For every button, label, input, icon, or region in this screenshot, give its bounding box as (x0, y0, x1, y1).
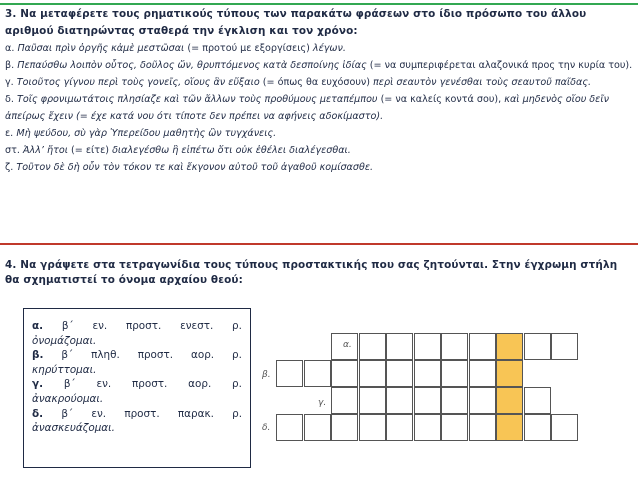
grid-row-label: α. (343, 340, 352, 350)
item-tail: καὶ μηδενὸς οἴου δεῖν ἀπείρως ἔχειν (= έχε κατά νου ότι τίποτε δεν πρέπει να αφήνεις αδοκίμαστο). (5, 94, 609, 122)
exercise-3-title: 3. Να μεταφέρετε τους ρηματικούς τύπους των παρακάτω φράσεων στο ίδιο πρόσωπο του άλλου αριθμού διατηρώντας σταθερά την έγκλιση και τον χρόνο: (5, 8, 587, 37)
item-translation: (= να καλείς κοντά σου), (380, 94, 502, 105)
item-tail: διαλεγέσθω ἢ εἰπέτω ὅτι οὐκ ἐθέλει διαλέγεσθαι. (112, 145, 351, 156)
grid-cell[interactable] (414, 414, 441, 441)
grid-cell[interactable] (386, 333, 413, 360)
highlight-cell[interactable] (496, 360, 523, 387)
grid-cell[interactable] (359, 387, 386, 414)
exercise-4-title: 4. Να γράψετε στα τετραγωνίδια τους τύπους προστακτικής που σας ζητούνται. Στην έγχρωμη στήλη θα σχηματιστεί το όνομα αρχαίου θεού: (5, 259, 618, 286)
exercise-3 (5, 6, 633, 241)
grid-cell[interactable] (414, 387, 441, 414)
item-translation: (= να συμπεριφέρεται αλαζονικά προς την κυρία του). (369, 60, 633, 71)
item-label: γ. (5, 77, 14, 88)
item-label: ε. (5, 128, 14, 139)
item-label: β. (5, 60, 15, 71)
clue-part: προστ. (137, 349, 174, 362)
clue-part: ρ. (232, 320, 242, 332)
clue-part: β΄ (61, 407, 74, 420)
clue-part: ρ. (232, 378, 242, 391)
item-label: δ. (5, 94, 14, 105)
grid-cell[interactable] (414, 360, 441, 387)
exercise-3-item (5, 142, 633, 159)
grid-cell[interactable] (441, 360, 468, 387)
clue-part: παρακ. (177, 407, 214, 420)
grid-row-label: β. (262, 370, 271, 380)
clue-part: προστ. (125, 320, 162, 332)
exercise-3-item (5, 125, 633, 142)
clue-label: δ. (32, 407, 44, 420)
clue-row (32, 377, 242, 392)
grid-cell[interactable] (359, 360, 386, 387)
grid-cell[interactable] (469, 360, 496, 387)
item-translation: (= είτε) (71, 145, 109, 156)
grid-cell[interactable] (551, 333, 578, 360)
exercise-3-items (5, 40, 633, 176)
grid-cell[interactable] (469, 333, 496, 360)
item-greek: Πεπαύσθω λοιπὸν οὗτος, δοῦλος ὤν, θρυπτόμενος κατὰ δεσποίνης ἰδίας (17, 60, 367, 71)
grid-cell[interactable] (331, 387, 358, 414)
clue-part: πληθ. (91, 349, 120, 362)
item-label: ζ. (5, 162, 14, 173)
grid-cell[interactable] (386, 414, 413, 441)
grid-cell[interactable] (276, 414, 303, 441)
item-greek: Τοῖς φρονιμωτάτοις πλησίαζε καὶ τῶν ἄλλων τοὺς προθύμους μεταπέμπου (16, 94, 378, 105)
clue-part: προστ. (131, 378, 168, 391)
item-greek: Παῦσαι πρὶν ὀργῆς κἀμὲ μεστῶσαι (17, 43, 185, 54)
item-tail: περὶ σεαυτὸν γενέσθαι τοὺς σεαυτοῦ παῖδας. (373, 77, 592, 88)
item-translation: (= όπως θα ευχόσουν) (262, 77, 370, 88)
grid-cell[interactable] (441, 333, 468, 360)
clue-word: ὀνομάζομαι. (32, 334, 97, 347)
grid-cell[interactable] (386, 387, 413, 414)
clue-part: αορ. (188, 378, 212, 391)
item-label: στ. (5, 145, 20, 156)
clue-part: ενεστ. (180, 320, 214, 332)
grid-cell[interactable] (359, 414, 386, 441)
grid-cell[interactable] (441, 387, 468, 414)
grid-cell[interactable] (276, 360, 303, 387)
clue-part: β΄ (61, 320, 74, 332)
highlight-cell[interactable] (496, 414, 523, 441)
item-greek: Τοιοῦτος γίγνου περὶ τοὺς γονεῖς, οἵους ἂν εὔξαιο (16, 77, 260, 88)
grid-cell[interactable] (304, 360, 331, 387)
clue-part: ρ. (232, 349, 242, 362)
grid-cell[interactable] (551, 414, 578, 441)
item-label: α. (5, 43, 15, 54)
clue-word: κηρύττομαι. (32, 363, 97, 376)
clue-part: β΄ (61, 349, 74, 362)
top-rule (0, 3, 638, 5)
exercise-3-item (5, 57, 633, 74)
clue-part: προστ. (124, 407, 160, 420)
grid-cell[interactable] (524, 387, 551, 414)
clues-box (23, 308, 251, 468)
clue-label: α. (32, 320, 44, 332)
grid-cell[interactable] (359, 333, 386, 360)
grid-cell[interactable] (386, 360, 413, 387)
clue-word: ἀνασκευάζομαι. (32, 422, 115, 435)
exercise-4 (5, 258, 633, 288)
clue-label: γ. (32, 378, 44, 391)
clue-part: ρ. (232, 407, 242, 420)
grid-row-label: δ. (262, 423, 271, 433)
clue-row (32, 407, 242, 422)
section-divider (0, 243, 638, 245)
grid-cell[interactable] (331, 360, 358, 387)
exercise-3-item (5, 91, 633, 125)
highlight-cell[interactable] (496, 333, 523, 360)
clue-part: αορ. (190, 349, 215, 362)
exercise-3-item (5, 159, 633, 176)
grid-cell[interactable] (524, 414, 551, 441)
clue-row (32, 319, 242, 334)
clue-part: β΄ (63, 378, 76, 391)
highlight-cell[interactable] (496, 387, 523, 414)
clue-word: ἀνακρούομαι. (32, 392, 104, 405)
grid-row-label: γ. (318, 398, 327, 408)
item-translation: (= προτού με εξοργίσεις) (187, 43, 310, 54)
clue-label: β. (32, 349, 44, 362)
clue-part: εν. (92, 320, 108, 332)
clue-part: εν. (91, 407, 107, 420)
grid-cell[interactable] (414, 333, 441, 360)
grid-cell[interactable] (524, 333, 551, 360)
item-greek: Τοῦτον δὲ δὴ οὖν τὸν τόκον τε καὶ ἔκγονον αὐτοῦ τοῦ ἀγαθοῦ κομίσασθε. (16, 162, 374, 173)
grid-cell[interactable] (469, 387, 496, 414)
item-greek: Μὴ ψεύδου, σὺ γὰρ Ὑπερείδου μαθητὴς ὢν τυγχάνεις. (16, 128, 277, 139)
clue-row (32, 348, 242, 363)
exercise-3-item (5, 74, 633, 91)
grid-cell[interactable] (469, 414, 496, 441)
grid-cell[interactable] (304, 414, 331, 441)
clue-part: εν. (96, 378, 112, 391)
grid-cell[interactable] (331, 414, 358, 441)
exercise-3-item (5, 40, 633, 57)
item-greek: Ἀλλ’ ἤτοι (22, 145, 68, 156)
grid-cell[interactable] (441, 414, 468, 441)
item-tail: λέγων. (312, 43, 346, 54)
